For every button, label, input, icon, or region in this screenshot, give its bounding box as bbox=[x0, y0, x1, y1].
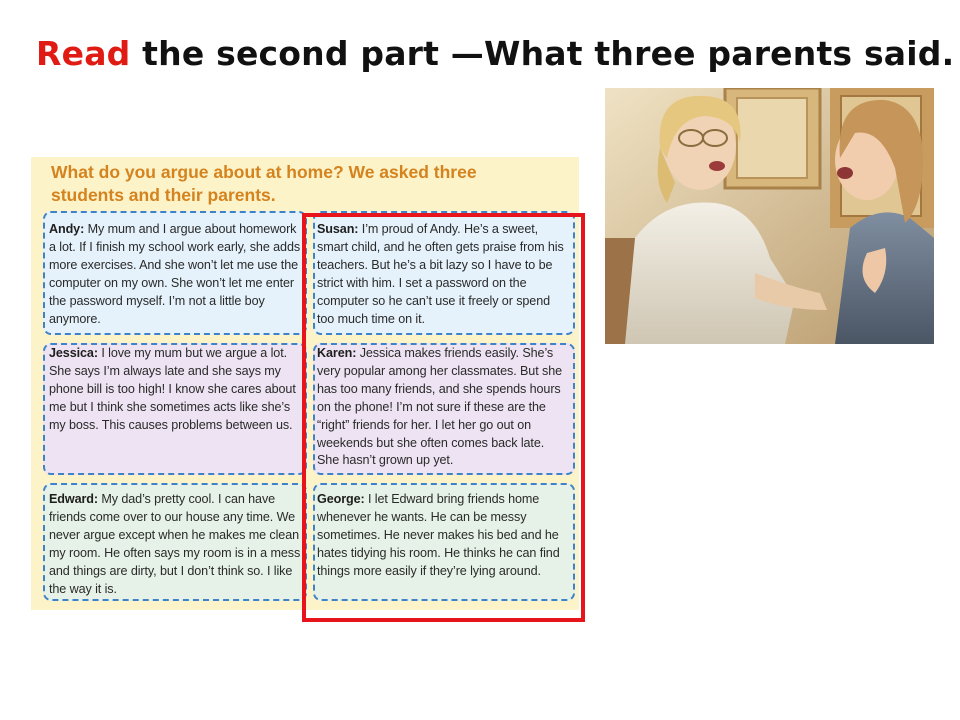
mother-daughter-argument-photo bbox=[605, 88, 934, 344]
entry-text: Jessica makes friends easily. She’s very popular among her classmates. But she has too many friends, and she spends hours on the phone! I’m not sure if these are the “right” friends for her. I let her go out on weekends but she often comes back late. She hasn’t grown up yet. bbox=[317, 346, 563, 468]
entry-text: I love my mum but we argue a lot. She says I’m always late and she says my phone bill is too high! I know she cares about me but I think she sometimes acts like she’s my boss. This causes problems between us. bbox=[49, 346, 296, 432]
speaker-name: George: bbox=[317, 492, 365, 506]
entry-text: My mum and I argue about homework a lot. If I finish my school work early, she adds more exercises. And she won’t let me use the computer on my own. She won’t let me enter the password myself. I’m not a little boy anymore. bbox=[49, 222, 301, 326]
parents-highlight-frame bbox=[302, 213, 585, 622]
speaker-name: Karen: bbox=[317, 346, 357, 360]
entry-text: My dad’s pretty cool. I can have friends come over to our house any time. We never argue except when he makes me clean my room. He often says my room is in a mess and things are dirty, but I don’t think so. I like the way it is. bbox=[49, 492, 301, 596]
slide-title bbox=[36, 34, 954, 73]
speaker-name: Susan: bbox=[317, 222, 359, 236]
andy-entry bbox=[49, 221, 304, 328]
speaker-name: Andy: bbox=[49, 222, 85, 236]
jessica-entry bbox=[49, 345, 304, 435]
title-rest: the second part —What three parents said. bbox=[130, 34, 955, 73]
title-accent-word: Read bbox=[36, 34, 131, 73]
speaker-name: Edward: bbox=[49, 492, 98, 506]
edward-entry bbox=[49, 491, 304, 598]
entry-text: I’m proud of Andy. He’s a sweet, smart child, and he often gets praise from his teachers. But he’s a bit lazy so I have to be strict with him. I set a password on the computer so he can’t use it freely or spend too much time on it. bbox=[317, 222, 564, 326]
excerpt-heading: What do you argue about at home? We asked three students and their parents. bbox=[51, 162, 477, 205]
speaker-name: Jessica: bbox=[49, 346, 98, 360]
entry-text: I let Edward bring friends home whenever he wants. He can be messy sometimes. He never makes his bed and he hates tidying his room. He thinks he can find things more easily if they’re lying around. bbox=[317, 492, 560, 578]
